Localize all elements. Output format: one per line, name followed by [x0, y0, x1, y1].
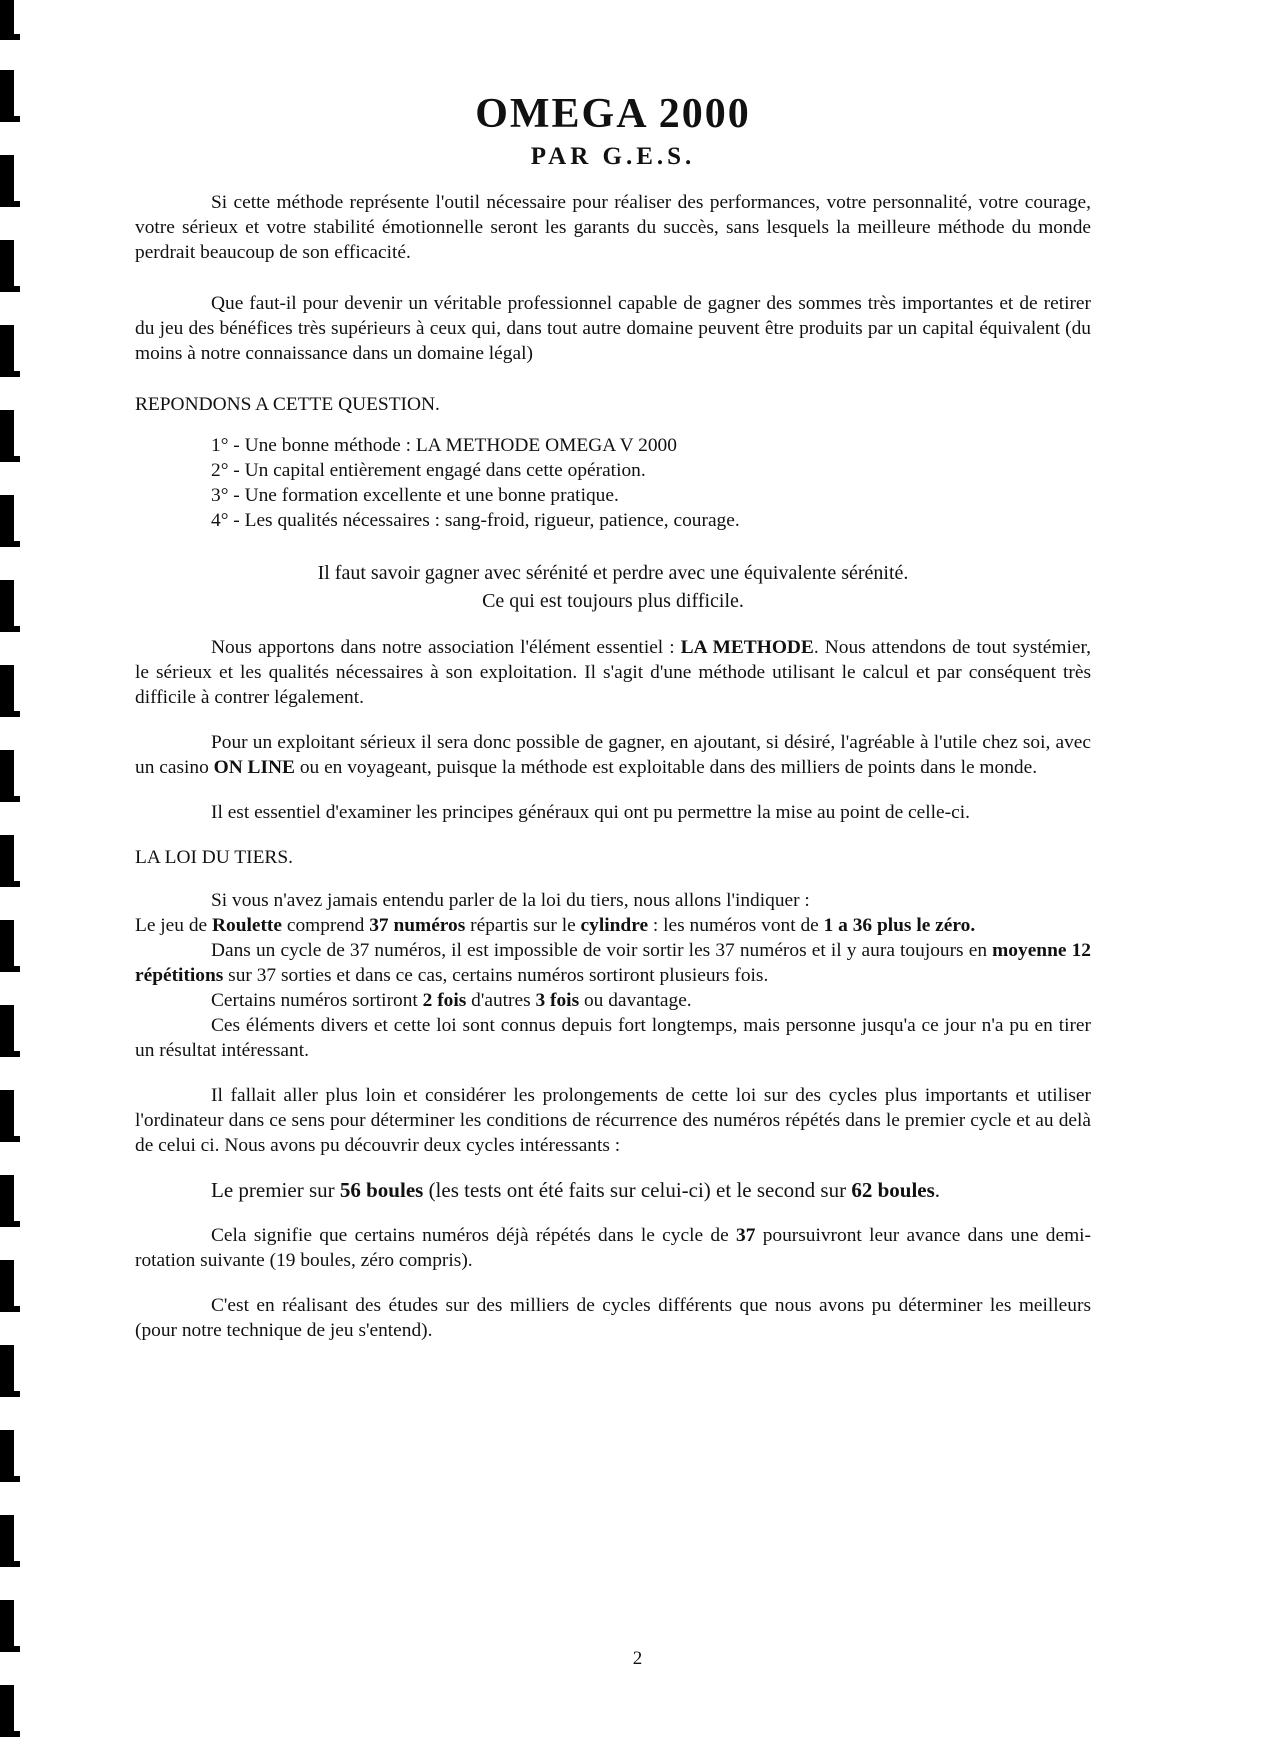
text-run-bold: 62 boules	[851, 1178, 935, 1202]
text-run: Pour un exploitant sérieux il sera donc possible de gagner, en ajoutant, si désiré, l'agréable à l'utile chez soi, avec un casino	[135, 732, 1091, 778]
text-run-bold: 3 fois	[535, 990, 580, 1011]
paragraph-principles: Il est essentiel d'examiner les principes généraux qui ont pu permettre la mise au point de celle-ci.	[211, 802, 970, 823]
text-run: Certains numéros sortiront	[211, 990, 423, 1011]
text-run-bold: moyenne 12 répétitions	[135, 940, 1091, 986]
list-item: 1° - Une bonne méthode : LA METHODE OMEGA V 2000	[211, 435, 677, 456]
binding-holes	[0, 0, 24, 1755]
text-run: ou davantage.	[579, 990, 692, 1011]
text-run-bold: 56 boules	[339, 1178, 424, 1202]
list-item: 3° - Une formation excellente et une bonne pratique.	[211, 485, 619, 506]
page-number: 2	[632, 1648, 643, 1669]
text-run: Le premier sur	[211, 1178, 340, 1202]
text-run: comprend	[282, 915, 370, 936]
paragraph-intro: Si cette méthode représente l'outil nécessaire pour réaliser des performances, votre personnalité, votre courage, votre sérieux et votre stabilité émotionnelle seront les garants du succès, sans lesquels la meilleure méthode du monde perdrait beaucoup de son efficacité.	[135, 192, 1091, 263]
text-run-bold: 2 fois	[422, 990, 467, 1011]
text-run: Cela signifie que certains numéros déjà répétés dans le cycle de	[211, 1225, 736, 1246]
text-run: ou en voyageant, puisque la méthode est exploitable dans des milliers de points dans le monde.	[294, 757, 1038, 778]
list-item: 4° - Les qualités nécessaires : sang-froid, rigueur, patience, courage.	[211, 510, 740, 531]
text-run-bold: 1 a 36 plus le zéro.	[823, 915, 976, 936]
paragraph-cycle	[135, 938, 1091, 988]
paragraph-question: Que faut-il pour devenir un véritable professionnel capable de gagner des sommes très importantes et de retirer du jeu des bénéfices très supérieurs à ceux qui, dans tout autre domaine peuvent être produits par un capital équivalent (du moins à notre connaissance dans un domaine légal)	[135, 293, 1091, 364]
document-subtitle: PAR G.E.S.	[530, 143, 696, 170]
document-title: OMEGA 2000	[475, 91, 751, 137]
text-run-bold: ON LINE	[213, 757, 295, 778]
text-run-bold: cylindre	[580, 915, 649, 936]
text-run: poursuivront leur avance dans une demi-rotation suivante (19 boules, zéro compris).	[135, 1225, 1092, 1271]
paragraph-repeats	[135, 988, 1091, 1013]
paragraph-method	[135, 635, 1091, 710]
paragraph-roulette	[135, 913, 1091, 938]
paragraph-studies: C'est en réalisant des études sur des milliers de cycles différents que nous avons pu déterminer les meilleurs (pour notre technique de jeu s'entend).	[135, 1295, 1091, 1341]
paragraph-cycles	[135, 1178, 1091, 1203]
requirements-list	[211, 433, 1091, 533]
text-run: Nous apportons dans notre association l'élément essentiel :	[211, 637, 681, 658]
section-heading-loi-du-tiers: LA LOI DU TIERS.	[135, 847, 293, 868]
quote-line: Il faut savoir gagner avec sérénité et perdre avec une équivalente sérénité.	[317, 562, 909, 584]
paragraph-half-rotation	[135, 1223, 1091, 1273]
text-run: . Nous attendons de tout systémier, le sérieux et les qualités nécessaires à son exploitation. Il s'agit d'une méthode utilisant le calcul et par conséquent très difficile à contrer légalement.	[135, 637, 1091, 708]
text-run-bold: 37 numéros	[369, 915, 466, 936]
text-run-bold: 37	[736, 1225, 756, 1246]
text-run: Le jeu de	[135, 915, 212, 936]
centered-quote	[135, 559, 1091, 615]
list-item: 2° - Un capital entièrement engagé dans cette opération.	[211, 460, 646, 481]
paragraph-loi-intro: Si vous n'avez jamais entendu parler de la loi du tiers, nous allons l'indiquer :	[211, 890, 810, 911]
text-run: .	[934, 1178, 941, 1202]
text-run: d'autres	[466, 990, 536, 1011]
text-run: (les tests ont été faits sur celui-ci) et le second sur	[423, 1178, 852, 1202]
text-run-bold: Roulette	[212, 915, 282, 936]
text-run: sur 37 sorties et dans ce cas, certains numéros sortiront plusieurs fois.	[223, 965, 769, 986]
section-heading-question: REPONDONS A CETTE QUESTION.	[135, 394, 440, 415]
text-run: répartis sur le	[465, 915, 581, 936]
quote-line: Ce qui est toujours plus difficile.	[482, 590, 744, 612]
paragraph-exploitation	[135, 730, 1091, 780]
text-run: : les numéros vont de	[648, 915, 824, 936]
document-page	[135, 88, 1091, 1343]
text-run-bold: LA METHODE	[680, 637, 814, 658]
paragraph-known-elements: Ces éléments divers et cette loi sont connus depuis fort longtemps, mais personne jusqu'a ce jour n'a pu en tirer un résultat intéressant.	[135, 1015, 1091, 1061]
paragraph-computer: Il fallait aller plus loin et considérer les prolongements de cette loi sur des cycles plus importants et utiliser l'ordinateur dans ce sens pour déterminer les conditions de récurrence des numéros répétés dans le premier cycle et au delà de celui ci. Nous avons pu découvrir deux cycles intéressants :	[135, 1085, 1091, 1156]
text-run: Dans un cycle de 37 numéros, il est impossible de voir sortir les 37 numéros et il y aura toujours en	[211, 940, 993, 961]
